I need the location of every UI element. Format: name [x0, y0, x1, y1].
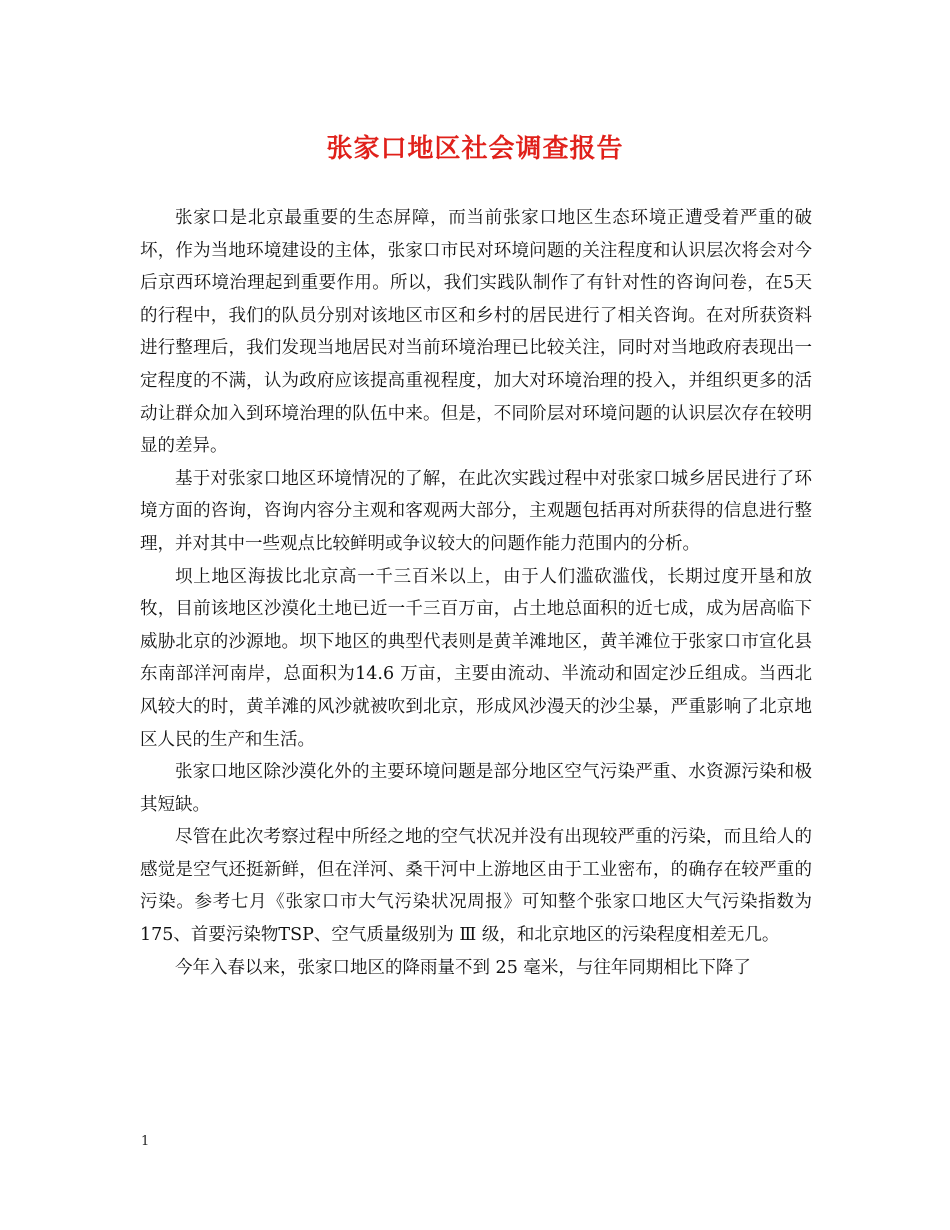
paragraph-4: 张家口地区除沙漠化外的主要环境问题是部分地区空气污染严重、水资源污染和极其短缺。	[140, 762, 812, 815]
paragraph-6: 今年入春以来，张家口地区的降雨量不到 25 毫米，与往年同期相比下降了	[175, 957, 751, 978]
page-number: 1	[141, 1134, 150, 1149]
paragraph-5: 尽管在此次考察过程中所经之地的空气状况并没有出现较严重的污染，而且给人的感觉是空气还挺新鲜，但在洋河、桑干河中上游地区由于工业密布，的确存在较严重的污染。参考七月《张家口市大气污染状况周报》可知整个张家口地区大气污染指数为175、首要污染物TSP、空气质量级别为 Ⅲ 级，和北京地区的污染程度相差无几。	[140, 827, 812, 946]
document-title: 张家口地区社会调查报告	[326, 134, 624, 164]
paragraph-1: 张家口是北京最重要的生态屏障，而当前张家口地区生态环境正遭受着严重的破坏，作为当地环境建设的主体，张家口市民对环境问题的关注程度和认识层次将会对今后京西环境治理起到重要作用。所以，我们实践队制作了有针对性的咨询问卷，在5天的行程中，我们的队员分别对该地区市区和乡村的居民进行了相关咨询。在对所获资料进行整理后，我们发现当地居民对当前环境治理已比较关注，同时对当地政府表现出一定程度的不满，认为政府应该提高重视程度，加大对环境治理的投入，并组织更多的活动让群众加入到环境治理的队伍中来。但是，不同阶层对环境问题的认识层次存在较明显的差异。	[140, 208, 812, 457]
document-body	[140, 202, 812, 984]
paragraph-3: 坝上地区海拔比北京高一千三百米以上，由于人们滥砍滥伐，长期过度开垦和放牧，目前该地区沙漠化土地已近一千三百万亩，占土地总面积的近七成，成为居高临下威胁北京的沙源地。坝下地区的典型代表则是黄羊滩地区，黄羊滩位于张家口市宣化县东南部洋河南岸，总面积为14.6 万亩，主要由流动、半流动和固定沙丘组成。当西北风较大的时，黄羊滩的风沙就被吹到北京，形成风沙漫天的沙尘暴，严重影响了北京地区人民的生产和生活。	[140, 566, 812, 750]
paragraph-2: 基于对张家口地区环境情况的了解，在此次实践过程中对张家口城乡居民进行了环境方面的咨询，咨询内容分主观和客观两大部分，主观题包括再对所获得的信息进行整理，并对其中一些观点比较鲜明或争议较大的问题作能力范围内的分析。	[140, 468, 812, 554]
